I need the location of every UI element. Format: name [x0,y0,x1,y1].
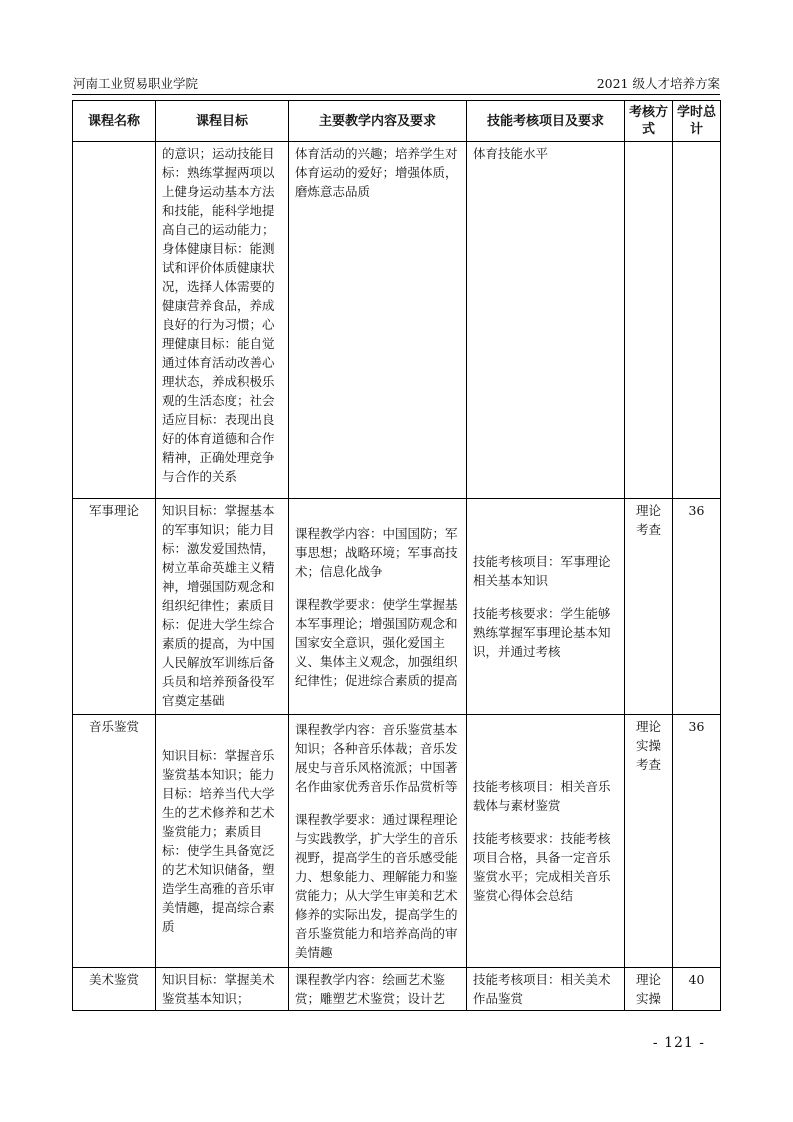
col-header-method: 考核方式 [625,101,673,142]
hours-cell: 40 [673,968,721,1011]
course-name-cell: 美术鉴赏 [73,968,156,1011]
skill-cell [467,968,625,1011]
skill-text: 技能考核项目：相关美术作品鉴赏 [473,972,611,1006]
col-header-skill: 技能考核项目及要求 [467,101,625,142]
table-row [73,968,721,1011]
course-name-cell [73,142,156,499]
header-plan-title: 2021 级人才培养方案 [596,76,720,91]
course-table [72,100,721,1011]
course-name-cell: 军事理论 [73,499,156,715]
table-row [73,715,721,968]
course-content-cell [289,499,467,715]
hours-cell: 36 [673,499,721,715]
content-text-2: 课程教学要求：通过课程理论与实践教学，扩大学生的音乐视野，提高学生的音乐感受能力、想象能力、理解能力和鉴赏能力；从大学生审美和艺术修养的实际出发，提高学生的音乐鉴赏能力和培养高尚的审美情趣 [295,812,458,960]
header-school-name: 河南工业贸易职业学院 [73,76,199,91]
course-content-cell [289,968,467,1011]
skill-cell [467,142,625,499]
course-content-cell [289,715,467,968]
hours-cell: 36 [673,715,721,968]
header-divider [72,94,720,95]
method-cell: 理论实操考查 [625,715,673,968]
table-row [73,142,721,499]
hours-cell [673,142,721,499]
content-text: 课程教学内容：中国国防；军事思想；战略环境；军事高技术；信息化战争 [295,525,458,579]
skill-cell [467,499,625,715]
course-goal-cell: 知识目标：掌握美术鉴赏基本知识； [156,968,289,1011]
skill-text-2: 技能考核要求：学生能够熟练掌握军事理论基本知识，并通过考核 [473,606,611,659]
skill-text-2: 技能考核要求：技能考核项目合格，具备一定音乐鉴赏水平；完成相关音乐鉴赏心得体会总结 [473,831,611,903]
content-text: 课程教学内容：音乐鉴赏基本知识；各种音乐体裁；音乐发展史与音乐风格流派；中国著名作曲家优秀音乐作品赏析等 [295,722,458,794]
course-content-cell [289,142,467,499]
col-header-hours: 学时总计 [673,101,721,142]
table-row [73,499,721,715]
col-header-course-name: 课程名称 [73,101,156,142]
col-header-course-goal: 课程目标 [156,101,289,142]
method-cell: 理论实操 [625,968,673,1011]
page-number: - 121 - [652,1035,705,1051]
skill-text: 体育技能水平 [473,146,549,161]
skill-text: 技能考核项目：相关音乐载体与素材鉴赏 [473,779,611,813]
course-name-cell: 音乐鉴赏 [73,715,156,968]
content-text-2: 课程教学要求：使学生掌握基本军事理论；增强国防观念和国家安全意识，强化爱国主义、集体主义观念，加强组织纪律性；促进综合素质的提高 [295,596,458,688]
course-goal-cell: 的意识；运动技能目标：熟练掌握两项以上健身运动基本方法和技能，能科学地提高自己的运动能力；身体健康目标：能测试和评价体质健康状况，选择人体需要的健康营养食品，养成良好的行为习惯；心理健康目标：能自觉通过体育活动改善心理状态，养成积极乐观的生活态度；社会适应目标：表现出良好的体育道德和合作精神，正确处理竞争与合作的关系 [156,142,289,499]
table-header-row [73,101,721,142]
course-goal-cell: 知识目标：掌握基本的军事知识；能力目标：激发爱国热情，树立革命英雄主义精神，增强国防观念和组织纪律性；素质目标：促进大学生综合素质的提高，为中国人民解放军训练后备兵员和培养预备役军官奠定基础 [156,499,289,715]
skill-cell [467,715,625,968]
method-cell [625,142,673,499]
method-cell: 理论考查 [625,499,673,715]
content-text: 课程教学内容：绘画艺术鉴赏；雕塑艺术鉴赏；设计艺 [295,972,446,1006]
skill-text: 技能考核项目：军事理论相关基本知识 [473,554,611,588]
col-header-content: 主要教学内容及要求 [289,101,467,142]
course-goal-cell: 知识目标：掌握音乐鉴赏基本知识；能力目标：培养当代大学生的艺术修养和艺术鉴赏能力；素质目标：使学生具备宽泛的艺术知识储备，塑造学生高雅的音乐审美情趣，提高综合素质 [156,715,289,968]
content-text: 体育活动的兴趣；培养学生对体育运动的爱好；增强体质，磨炼意志品质 [295,146,458,199]
